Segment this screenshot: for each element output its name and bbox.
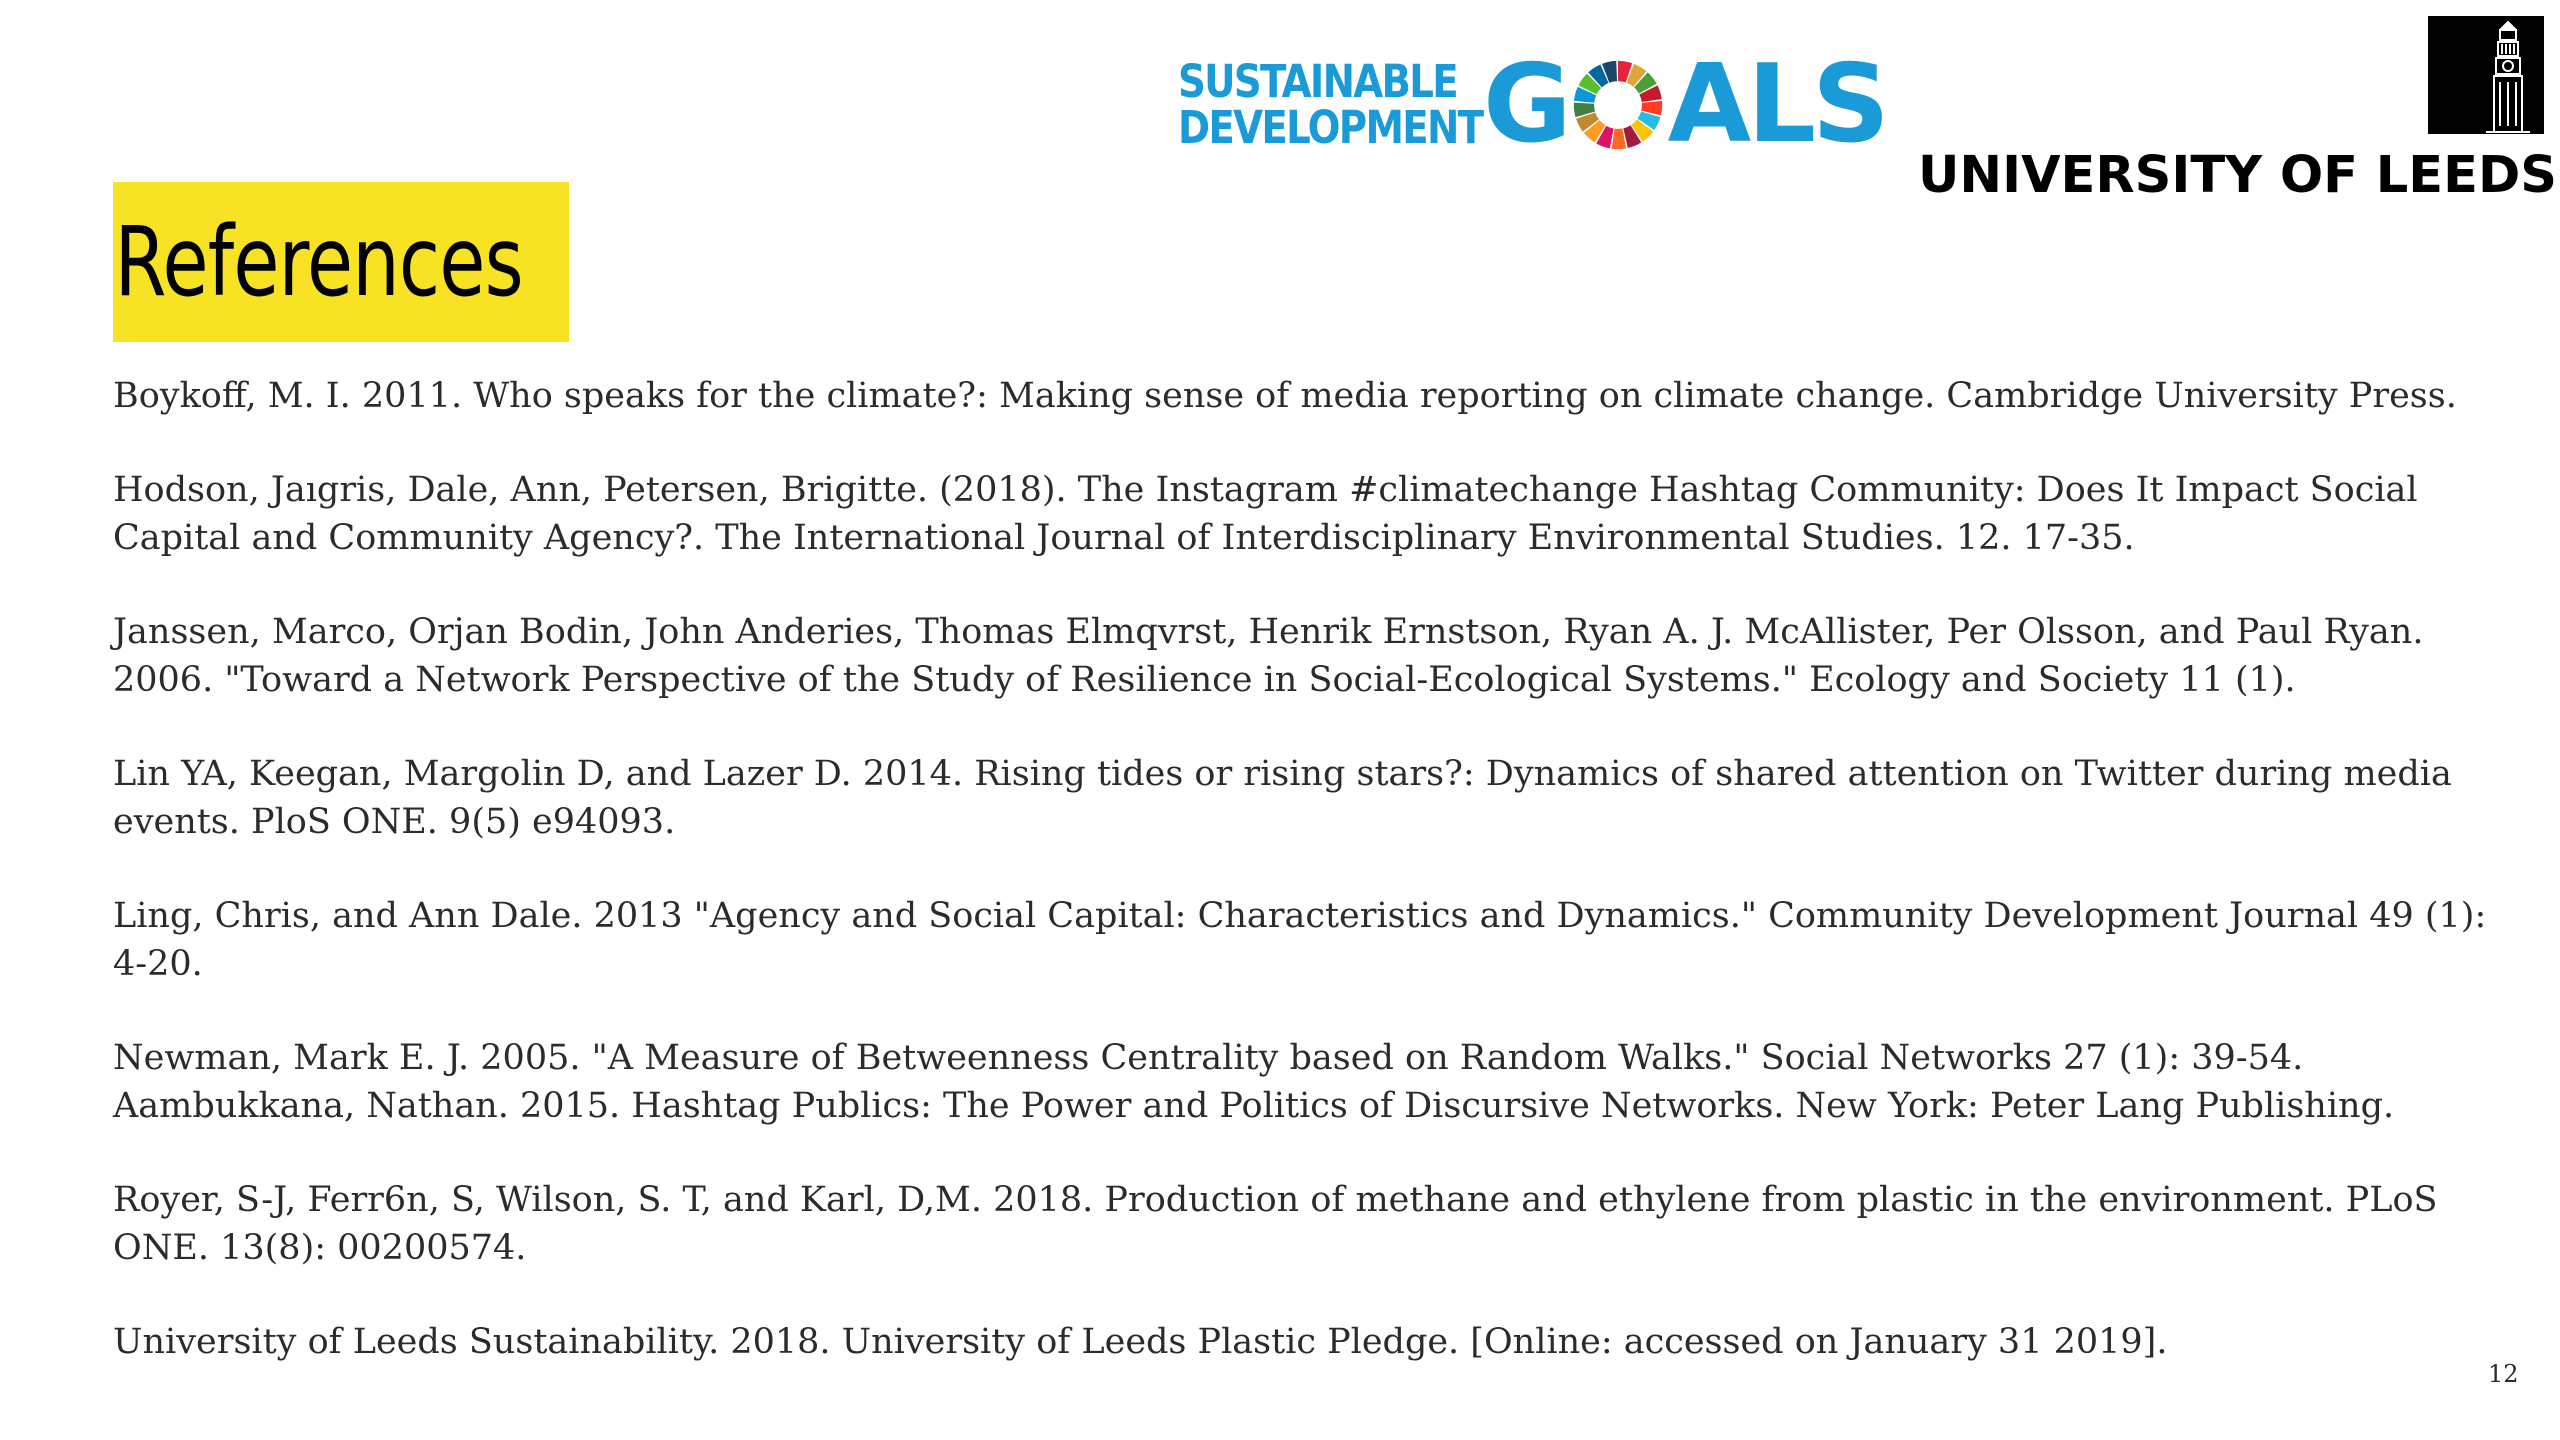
reference-line: 4-20.	[113, 944, 203, 984]
reference-entry	[113, 892, 2487, 988]
sdg-logo-line1: SUSTAINABLE	[1178, 55, 1457, 108]
page-number: 12	[2488, 1360, 2519, 1388]
page-title: References	[114, 206, 523, 318]
university-name: UNIVERSITY OF LEEDS	[1918, 146, 2558, 205]
reference-line: 2006. "Toward a Network Perspective of the Study of Resilience in Social-Ecological Systems." Ecology and Society 11 (1).	[113, 660, 2296, 700]
sdg-logo-line2: DEVELOPMENT	[1178, 101, 1483, 154]
reference-entry	[113, 372, 2457, 420]
reference-line: Capital and Community Agency?. The International Journal of Interdisciplinary Environmental Studies. 12. 17-35.	[113, 518, 2135, 558]
reference-line: Ling, Chris, and Ann Dale. 2013 "Agency and Social Capital: Characteristics and Dynamics." Community Development Journal 49 (1):	[113, 896, 2487, 936]
sdg-goals-prefix: G	[1483, 42, 1568, 167]
reference-entry	[113, 466, 2453, 562]
reference-line: Aambukkana, Nathan. 2015. Hashtag Publics: The Power and Politics of Discursive Networks. New York: Peter Lang Publishing.	[113, 1086, 2395, 1126]
university-crest-icon	[2428, 16, 2544, 134]
reference-line: Royer, S-J, Ferr6n, S, Wilson, S. T, and Karl, D,M. 2018. Production of methane and ethylene from plastic in the environment. PLoS	[113, 1180, 2438, 1220]
reference-line: Newman, Mark E. J. 2005. "A Measure of Betweenness Centrality based on Random Walks." Social Networks 27 (1): 39-54.	[113, 1038, 2304, 1078]
reference-line: Janssen, Marco, Orjan Bodin, John Anderies, Thomas Elmqvrst, Henrik Ernstson, Ryan A. J. McAllister, Per Olsson, and Paul Ryan.	[113, 612, 2424, 652]
reference-entry	[113, 750, 2453, 846]
reference-entry	[113, 608, 2453, 704]
reference-line: ONE. 13(8): 00200574.	[113, 1228, 527, 1268]
reference-entry	[113, 1318, 2453, 1366]
sdg-wheel-icon	[1572, 59, 1664, 151]
reference-list	[113, 372, 2487, 1412]
sdg-goals-suffix: ALS	[1667, 42, 1886, 167]
sdg-goals-word	[1483, 42, 1886, 167]
reference-entry	[113, 1176, 2453, 1272]
reference-entry	[113, 1034, 2453, 1130]
reference-line: Boykoff, M. I. 2011. Who speaks for the climate?: Making sense of media reporting on climate change. Cambridge University Press.	[113, 376, 2457, 416]
reference-line: Lin YA, Keegan, Margolin D, and Lazer D. 2014. Rising tides or rising stars?: Dynamics of shared attention on Twitter during media	[113, 754, 2452, 794]
reference-line: University of Leeds Sustainability. 2018. University of Leeds Plastic Pledge. [Online: accessed on January 31 2019].	[113, 1322, 2168, 1362]
reference-line: Hodson, Jaıgris, Dale, Ann, Petersen, Brigitte. (2018). The Instagram #climatechange Hashtag Community: Does It Impact Social	[113, 470, 2418, 510]
reference-line: events. PloS ONE. 9(5) e94093.	[113, 802, 676, 842]
sdg-logo	[1178, 42, 1898, 167]
title-highlight	[113, 182, 569, 342]
sdg-wheel-segment	[1611, 129, 1625, 150]
sdg-logo-small-text	[1178, 55, 1483, 154]
